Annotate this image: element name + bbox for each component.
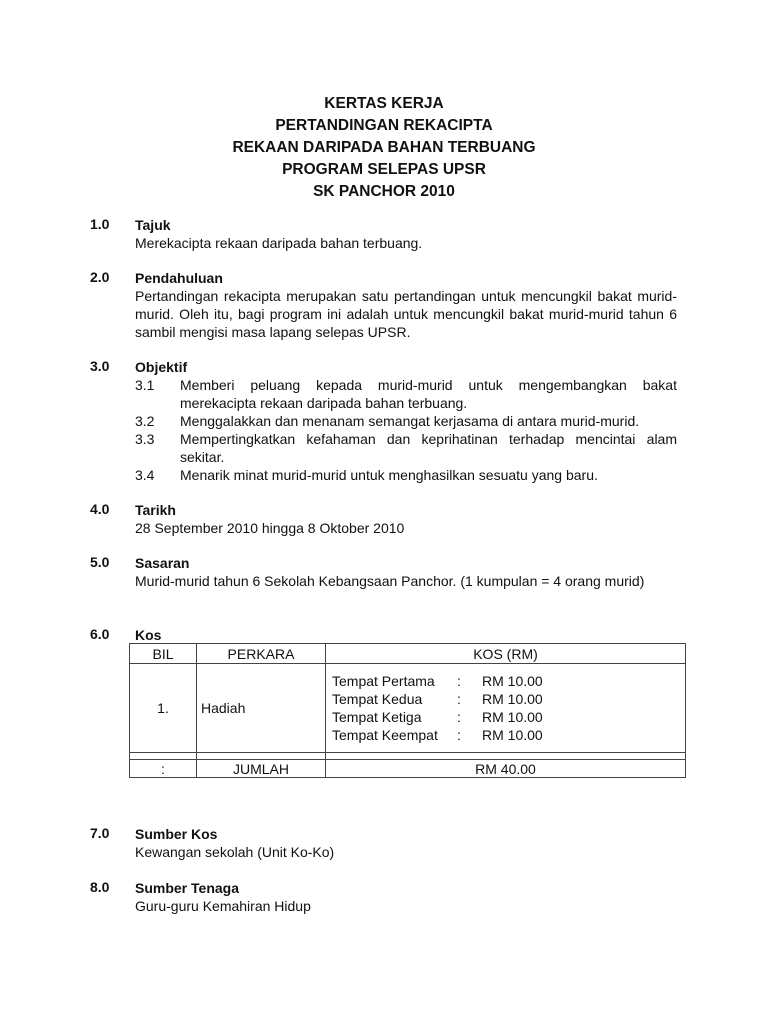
total-label: JUMLAH [197,760,326,778]
item-number: 3.4 [135,467,155,483]
section-text: Merekacipta rekaan daripada bahan terbuang. [135,235,423,251]
prize-line [332,726,679,744]
cell-kos [326,664,686,753]
section-text: Guru-guru Kemahiran Hidup [135,898,311,914]
prize-colon: : [457,709,461,725]
item-text: Mempertingkatkan kefahaman dan keprihatinan terhadap mencintai alam sekitar. [180,431,677,465]
section-text: Pertandingan rekacipta merupakan satu pertandingan untuk mencungkil bakat murid-murid. Oleh itu, bagi program ini adalah untuk mencungkil bakat murid-murid tahun 6 sambil mengisi masa lapang selepas UPSR. [135,288,677,340]
header-kos: KOS (RM) [326,644,686,664]
section-text: Kewangan sekolah (Unit Ko-Ko) [135,844,335,860]
prize-name: Tempat Kedua [332,691,423,707]
prize-value: RM 10.00 [482,673,543,689]
list-item [135,376,677,412]
total-bil: : [130,760,197,778]
table-row [130,664,686,753]
header-perkara: PERKARA [197,644,326,664]
item-number: 3.3 [135,431,155,447]
cell-bil: 1. [130,664,197,753]
section-number: 6.0 [90,626,110,642]
section-text: 28 September 2010 hingga 8 Oktober 2010 [135,520,405,536]
list-item [135,466,677,484]
item-text: Menggalakkan dan menanam semangat kerjasama di antara murid-murid. [180,413,640,429]
prize-colon: : [457,691,461,707]
header-bil: BIL [130,644,197,664]
section-heading: Sasaran [135,555,190,571]
section-number: 4.0 [90,501,110,517]
cost-table [129,643,686,778]
total-value: RM 40.00 [326,760,686,778]
prize-value: RM 10.00 [482,691,543,707]
item-text: Menarik minat murid-murid untuk menghasilkan sesuatu yang baru. [180,467,598,483]
title-line: KERTAS KERJA [324,95,444,112]
prize-colon: : [457,673,461,689]
table-header-row [130,644,686,664]
document-title [0,93,768,203]
section-number: 3.0 [90,358,110,374]
cell-perkara: Hadiah [197,664,326,753]
section-text: Murid-murid tahun 6 Sekolah Kebangsaan Panchor. (1 kumpulan = 4 orang murid) [135,573,645,589]
table-spacer-row [130,753,686,760]
list-item [135,412,677,430]
section-heading: Kos [135,627,162,643]
item-number: 3.2 [135,413,155,429]
prize-line [332,690,679,708]
prize-line [332,708,679,726]
section-heading: Sumber Kos [135,826,218,842]
title-line: PERTANDINGAN REKACIPTA [275,117,493,134]
item-text: Memberi peluang kepada murid-murid untuk mengembangkan bakat merekacipta rekaan daripada bahan terbuang. [180,377,677,411]
prize-name: Tempat Ketiga [332,709,422,725]
section-number: 8.0 [90,879,110,895]
objective-list [135,376,677,484]
table-total-row [130,760,686,778]
section-heading: Objektif [135,359,188,375]
section-heading: Pendahuluan [135,270,223,286]
prize-line [332,672,679,690]
section-number: 5.0 [90,554,110,570]
list-item [135,430,677,466]
prize-value: RM 10.00 [482,709,543,725]
section-number: 2.0 [90,269,110,285]
item-number: 3.1 [135,377,155,393]
prize-value: RM 10.00 [482,727,543,743]
title-line: PROGRAM SELEPAS UPSR [282,161,486,178]
title-line: SK PANCHOR 2010 [313,183,455,200]
prize-name: Tempat Keempat [332,727,438,743]
section-heading: Tajuk [135,217,171,233]
title-line: REKAAN DARIPADA BAHAN TERBUANG [232,139,536,156]
section-number: 1.0 [90,216,110,232]
section-number: 7.0 [90,825,110,841]
prize-name: Tempat Pertama [332,673,435,689]
section-heading: Tarikh [135,502,176,518]
section-heading: Sumber Tenaga [135,880,239,896]
prize-colon: : [457,727,461,743]
